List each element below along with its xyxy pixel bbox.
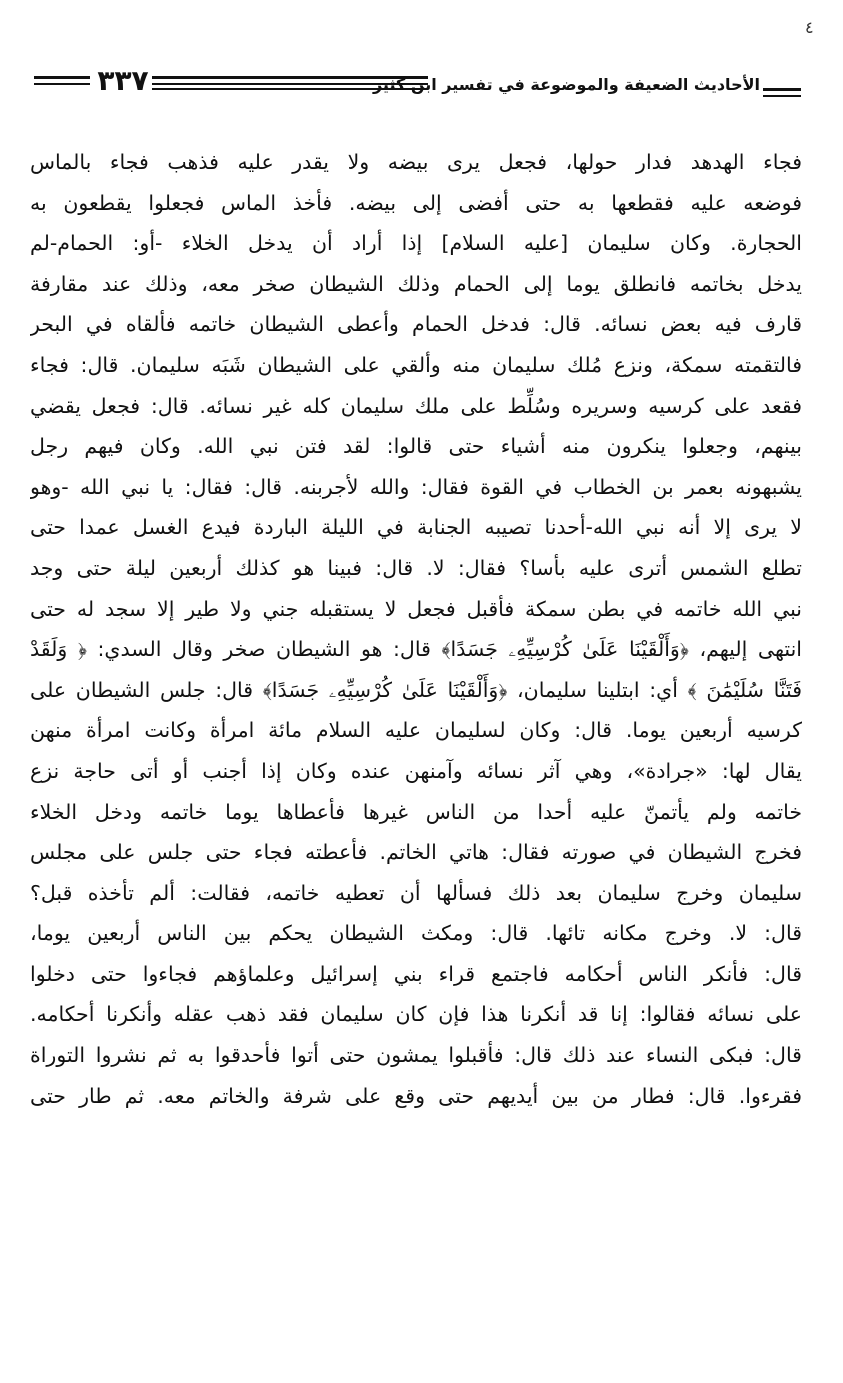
- text-line: سليمان وخرج سليمان بعد ذلك فسألها أن تعطيه خاتمه، فقالت: ألم تأخذه قبل؟: [30, 880, 802, 905]
- text-line: تطلع الشمس أترى عليه بأسا؟ فقال: لا. قال: فبينا هو كذلك أربعين ليلة حتى وجد: [30, 555, 802, 580]
- text-line: انتهى إليهم، ﴿وَأَلْقَيْنَا عَلَىٰ كُرْسِيِّهِۦ جَسَدًا﴾ قال: هو الشيطان صخر وقال السدي: ﴿ وَلَقَدْ: [30, 637, 802, 662]
- text-line: فَتَنَّا سُلَيْمَٰنَ ﴾ أي: ابتلينا سليمان، ﴿وَأَلْقَيْنَا عَلَىٰ كُرْسِيِّهِۦ جَسَدًا﴾ قال: جلس الشيطان على: [30, 677, 802, 702]
- text-line: فوضعه عليه فقطعها به حتى أفضى إلى بيضه. فأخذ الماس فجعلوا يقطعون به: [30, 190, 802, 215]
- text-line: خاتمه ولم يأتمنّ عليه أحدا من الناس غيرها فأعطاها يوما خاتمه ودخل الخلاء: [30, 799, 802, 824]
- text-line: فجاء الهدهد فدار حولها، فجعل يرى بيضه ولا يقدر عليه فذهب فجاء بالماس: [30, 150, 802, 174]
- text-line: فقرءوا. قال: فطار من بين أيديهم حتى وقع على شرفة والخاتم معه. ثم طار حتى: [30, 1083, 802, 1108]
- text-line: فقعد على كرسيه وسريره وسُلِّط على ملك سليمان كله غير نسائه. قال: فجعل يقضي: [30, 393, 802, 418]
- text-line: يقال لها: «جرادة»، وهي آثر نسائه وآمنهن عنده وكان إذا أجنب أو أتى حاجة نزع: [30, 758, 802, 783]
- text-line: فالتقمته سمكة، ونزع مُلك سليمان منه وألقي على الشيطان شَبَه سليمان. قال: فجاء: [30, 352, 802, 377]
- text-line: قال: فأنكر الناس أحكامه فاجتمع قراء بني إسرائيل وعلماؤهم فجاءوا حتى دخلوا: [30, 961, 802, 986]
- running-title: الأحاديث الضعيفة والموضوعة في تفسير ابن كثير: [372, 75, 760, 94]
- text-line: الحجارة. وكان سليمان [عليه السلام] إذا أراد أن يدخل الخلاء -أو: الحمام-لم: [30, 231, 802, 256]
- text-line: يدخل بخاتمه فانطلق يوما إلى الحمام وذلك الشيطان صخر معه، وذلك عند مقارفة: [30, 271, 802, 296]
- header-rule-right: [763, 88, 801, 97]
- corner-mark: ٤: [805, 18, 814, 37]
- text-line: قارف فيه بعض نسائه. قال: فدخل الحمام وأعطى الشيطان خاتمه فألقاه في البحر: [30, 312, 802, 337]
- page-number: ٣٣٧: [97, 64, 149, 97]
- header-rule-left: [34, 76, 90, 85]
- text-line: لا يرى إلا أنه نبي الله-أحدنا تصيبه الجنابة في الليلة الباردة فيدع الغسل عمدا حتى: [30, 515, 802, 540]
- text-line: فخرج الشيطان في صورته فقال: هاتي الخاتم. فأعطته فجاء حتى جلس على مجلس: [30, 840, 802, 865]
- page-header: [30, 66, 802, 106]
- text-line: قال: لا. وخرج مكانه تائها. قال: ومكث الشيطان يحكم بين الناس أربعين يوما،: [30, 921, 802, 946]
- body-text: [30, 142, 802, 1116]
- text-line: قال: فبكى النساء عند ذلك قال: فأقبلوا يمشون حتى أتوا فأحدقوا به ثم نشروا التوراة: [30, 1043, 802, 1068]
- text-line: يشبهونه بعمر بن الخطاب في القوة فقال: والله لأجربنه. قال: فقال: يا نبي الله -وهو: [30, 474, 802, 499]
- text-line: كرسيه أربعين يوما. قال: وكان لسليمان عليه السلام مائة امرأة وكانت امرأة منهن: [30, 718, 802, 743]
- text-line: بينهم، وجعلوا ينكرون منه أشياء حتى قالوا: لقد فتن نبي الله. وكان فيهم رجل: [30, 434, 802, 459]
- text-line: نبي الله خاتمه في بطن سمكة فأقبل فجعل لا يستقبله جني ولا طير إلا سجد له حتى: [30, 596, 802, 621]
- text-line: على نسائه فقالوا: إنا قد أنكرنا هذا فإن كان سليمان فقد ذهب عقله وأنكرنا أحكامه.: [30, 1002, 802, 1027]
